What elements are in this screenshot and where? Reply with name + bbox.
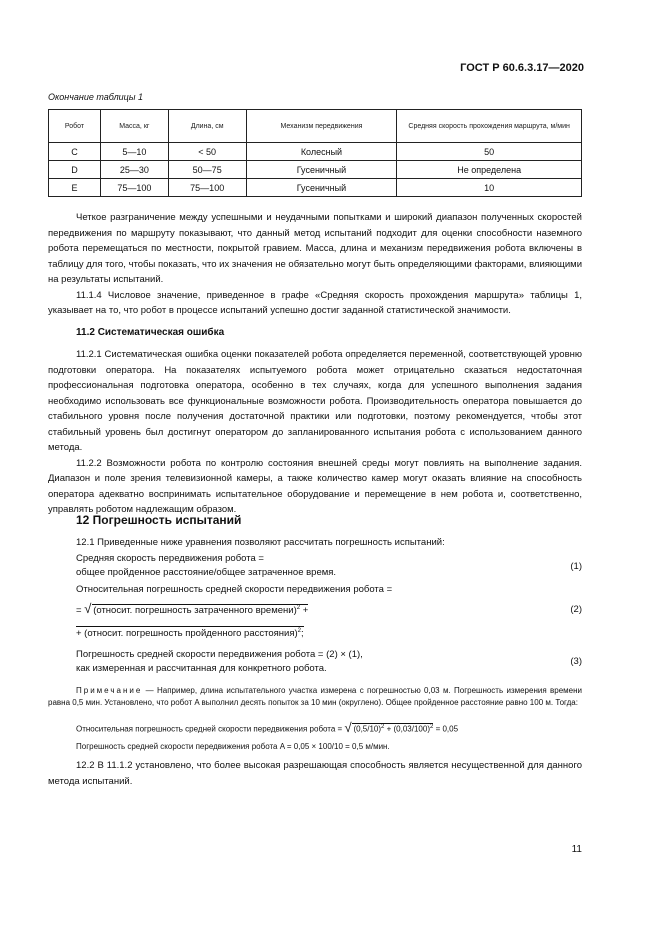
calc-term-time: (0,5/10) xyxy=(353,724,382,734)
calculation-1 xyxy=(76,720,459,735)
calc-result: = 0,05 xyxy=(435,724,459,734)
col-header-mechanism: Механизм передвижения xyxy=(246,110,397,143)
paragraph-12-2: 12.2 В 11.1.2 установлено, что более высокая разрешающая способность является несущественной для данного метода испытаний. xyxy=(48,760,582,787)
square-root xyxy=(84,601,309,617)
table-cell: 50 xyxy=(397,143,582,161)
equals-sign: = xyxy=(76,605,82,617)
equation-2-line-2 xyxy=(76,601,309,617)
table-cell: 75—100 xyxy=(168,179,246,197)
calculation-2: Погрешность средней скорости передвижения робота A = 0,05 × 100/10 = 0,5 м/мин. xyxy=(76,742,390,751)
table-row xyxy=(49,143,582,161)
radical-icon: √ xyxy=(344,720,352,735)
note-label: Примечание xyxy=(76,686,143,695)
table-header-row xyxy=(49,110,582,143)
exponent: 2 xyxy=(297,628,301,634)
standard-number: ГОСТ Р 60.6.3.17—2020 xyxy=(460,62,584,74)
section-heading-11-2: 11.2 Систематическая ошибка xyxy=(76,327,225,338)
body-text-section-11-2 xyxy=(48,347,582,518)
table-cell: < 50 xyxy=(168,143,246,161)
table-row xyxy=(49,179,582,197)
time-error-term: (относит. погрешность затраченного времени) xyxy=(93,605,297,617)
col-header-robot: Робот xyxy=(49,110,101,143)
exponent: 2 xyxy=(429,724,434,730)
col-header-mass: Масса, кг xyxy=(100,110,168,143)
equation-1-line-1: Средняя скорость передвижения робота = xyxy=(76,553,264,564)
paragraph-11-2-2: 11.2.2 Возможности робота по контролю состояния внешней среды могут повлиять на выполнение задания. Диапазон и поле зрения телевизионной камеры, а также количество камер могут оказать влияние на способность оператора адекватно воспринимать испытательное оборудование и перемещение в нем робота и, соответственно, управлять роботом надлежащим образом. xyxy=(48,457,582,515)
semicolon: ; xyxy=(300,628,304,640)
body-text-section-12-2 xyxy=(48,758,582,789)
calc-label: Относительная погрешность средней скорости передвижения робота = xyxy=(76,724,343,734)
table-cell: Гусеничный xyxy=(246,179,397,197)
paragraph-11-2-1: 11.2.1 Систематическая ошибка оценки показателей робота определяется переменной, соответствующей уровню подготовки оператора. На показателях испытуемого робота может отрицательно сказаться недостаточная профессиональная подготовка оператора, особенно в тех случаях, когда для успешного выполнения задания необходимо использовать все функциональные возможности робота. Производительность оператора повышается до стабильного уровня после получения достаточной практики или подготовки, поэтому рекомендуется, чтобы этот стабильный уровень был достигнут оператором до запланированного испытания робота с использованием данного метода. xyxy=(48,349,582,453)
table-cell: 25—30 xyxy=(100,161,168,179)
table-row xyxy=(49,161,582,179)
equation-number-3: (3) xyxy=(570,656,582,667)
equation-number-1: (1) xyxy=(570,561,582,572)
table-caption: Окончание таблицы 1 xyxy=(48,92,143,102)
equation-3-line-2: как измеренная и рассчитанная для конкретного робота. xyxy=(76,663,327,674)
paragraph-12-1: 12.1 Приведенные ниже уравнения позволяют рассчитать погрешность испытаний: xyxy=(76,537,445,548)
table-cell: C xyxy=(49,143,101,161)
robot-table xyxy=(48,109,582,197)
equation-3-line-1: Погрешность средней скорости передвижения робота = (2) × (1), xyxy=(76,649,363,660)
equation-number-2: (2) xyxy=(570,604,582,615)
plus-sign: + xyxy=(302,605,309,617)
equation-2-line-1: Относительная погрешность средней скорости передвижения робота = xyxy=(76,584,393,595)
paragraph-11-1-4: 11.1.4 Числовое значение, приведенное в графе «Средняя скорость прохождения маршрута» таблицы 1, указывает на то, что робот в процессе испытаний успешно достиг заданной статистической значимости. xyxy=(48,289,582,316)
page-number: 11 xyxy=(571,844,582,855)
paragraph: Четкое разграничение между успешными и неудачными попытками и широкий диапазон полученных скоростей передвижения по маршруту показывают, что данный метод испытаний подходит для оценки способности наземного робота перемещаться по местности, покрытой гравием. Масса, длина и механизм передвижения робота включены в таблицу для того, чтобы показать, что их значения не обязательно могут быть определяющими факторами, влияющими на результаты испытаний. xyxy=(48,212,582,285)
table-cell: Не определена xyxy=(397,161,582,179)
radical-icon: √ xyxy=(84,601,92,616)
table-cell: Гусеничный xyxy=(246,161,397,179)
col-header-speed: Средняя скорость прохождения маршрута, м/мин xyxy=(397,110,582,143)
square-root xyxy=(344,720,434,735)
exponent: 2 xyxy=(296,605,301,611)
table-cell: Колесный xyxy=(246,143,397,161)
equation-2-line-3 xyxy=(76,626,304,639)
col-header-length: Длина, см xyxy=(168,110,246,143)
note xyxy=(48,685,582,708)
table-cell: 5—10 xyxy=(100,143,168,161)
table-cell: 75—100 xyxy=(100,179,168,197)
equation-1-line-2: общее пройденное расстояние/общее затраченное время. xyxy=(76,567,337,578)
calc-term-distance: + (0,03/100) xyxy=(384,724,430,734)
distance-error-term: + (относит. погрешность пройденного расстояния) xyxy=(76,628,298,640)
table-cell: 10 xyxy=(397,179,582,197)
table-cell: 50—75 xyxy=(168,161,246,179)
table-cell: E xyxy=(49,179,101,197)
exponent: 2 xyxy=(381,724,385,730)
note-text: — Например, длина испытательного участка измерена с погрешностью 0,03 м. Погрешность измерения времени равна 0,5 мин. Установлено, что робот A выполнил десять попыток за 10 мин (округлено). Общее пройденное расстояние равно 100 м. Тогда: xyxy=(48,686,582,707)
body-text-section-11-1 xyxy=(48,210,582,319)
table-cell: D xyxy=(49,161,101,179)
section-heading-12: 12 Погрешность испытаний xyxy=(76,513,242,527)
